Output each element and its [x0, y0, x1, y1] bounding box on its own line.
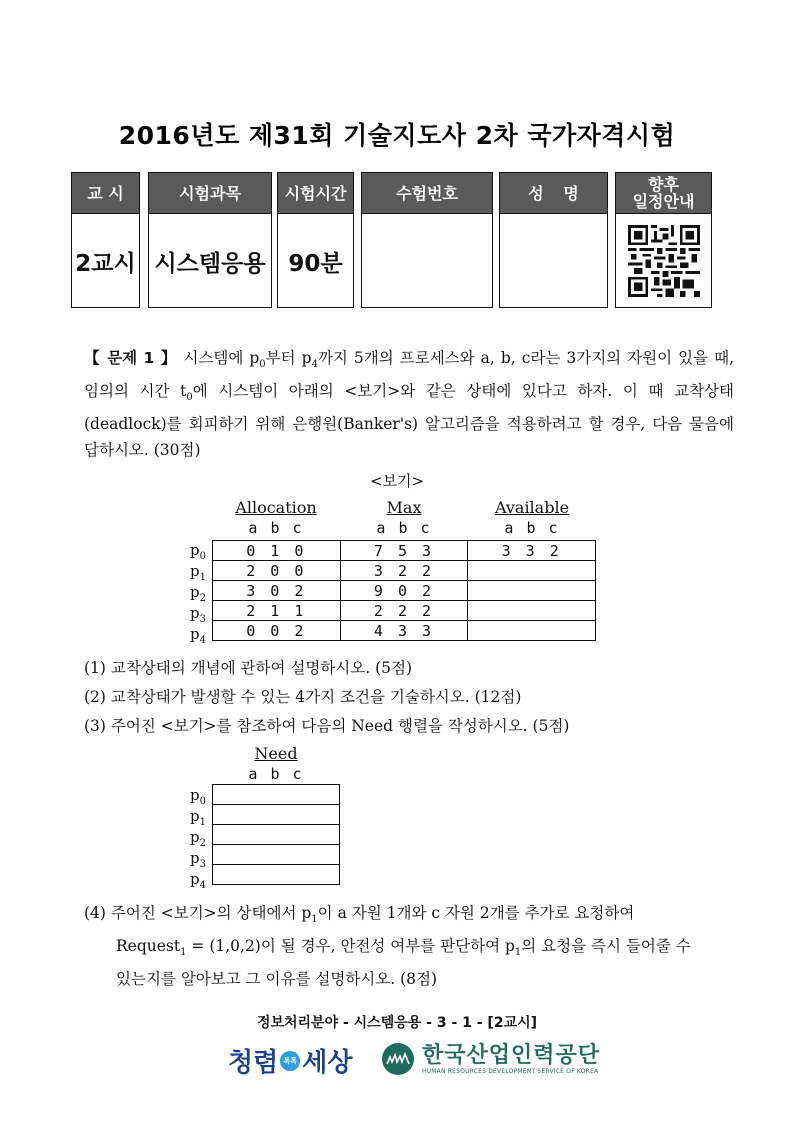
header-label-line2: 일정안내	[632, 192, 695, 211]
bankers-table	[212, 540, 596, 641]
header-label: 시험시간	[278, 173, 353, 214]
max-cell: 2 2 2	[340, 601, 468, 621]
problem-statement	[84, 345, 734, 463]
allocation-cell: 0 1 0	[213, 541, 341, 561]
header-label: 성 명	[500, 173, 607, 214]
process-label: $p_2$	[190, 583, 206, 604]
column-header-available: Available	[494, 498, 570, 517]
qr-code-icon[interactable]	[628, 225, 700, 297]
available-cell	[468, 601, 596, 621]
column-header-allocation: Allocation	[235, 498, 317, 517]
allocation-cell: 2 1 1	[213, 601, 341, 621]
available-cell: 3 3 2	[468, 541, 596, 561]
column-header-need: Need	[254, 744, 298, 763]
question-4: (4) 주어진 <보기>의 상태에서 $p_1$이 a 자원 1개와 c 자원 2개를 추가로 요청하여 Request$_1$ = (1,0,2)이 될 경우, 안전성 여부를 판단하여 $p_1$의 요청을 즉시 들어줄 수 있는지를 알아보고 그 이유를 설명하시오. (8점)	[84, 904, 691, 989]
header-label	[616, 173, 711, 214]
problem-text-1: 시스템에 p	[183, 349, 260, 367]
process-label: $p_4$	[190, 625, 206, 646]
table-row	[213, 581, 596, 601]
header-box-time	[277, 172, 354, 308]
process-label: $p_4$	[190, 870, 206, 891]
process-label: $p_1$	[190, 807, 206, 828]
max-cell: 9 0 2	[340, 581, 468, 601]
header-label: 교 시	[72, 173, 139, 214]
process-label: $p_2$	[190, 828, 206, 849]
process-label: $p_1$	[190, 562, 206, 583]
problem-text-4: 에 시스템이 아래의 <보기>와 같은 상태에 있다고 하자. 이 때 교착상태(deadlock)를 회피하기 위해 은행원(Banker's) 알고리즘을 적용하려고 할 경우, 다음 물음에 답하시오. (30점)	[84, 382, 734, 460]
table-row	[213, 825, 340, 845]
table-row	[213, 845, 340, 865]
clean-world-logo: 청렴 톡톡 세상	[228, 1048, 353, 1078]
header-box-period	[71, 172, 140, 308]
problem-number: 【 문제 1 】	[84, 349, 178, 367]
need-cell[interactable]	[213, 845, 340, 865]
question-2: (2) 교착상태가 발생할 수 있는 4가지 조건을 기술하시오. (12점)	[84, 688, 522, 706]
subscript: 0	[259, 359, 266, 371]
header-value: 90분	[288, 250, 343, 277]
table-row	[213, 621, 596, 641]
question-1: (1) 교착상태의 개념에 관하여 설명하시오. (5점)	[84, 659, 413, 677]
question-3: (3) 주어진 <보기>를 참조하여 다음의 Need 행렬을 작성하시오. (5점)	[84, 717, 570, 735]
process-label: $p_0$	[190, 541, 206, 562]
available-cell	[468, 621, 596, 641]
hrdk-logo	[382, 1043, 600, 1075]
allocation-cell: 0 0 2	[213, 621, 341, 641]
table-row	[213, 561, 596, 581]
need-table	[212, 784, 340, 885]
badge-icon: 톡톡	[280, 1051, 300, 1071]
bogi-label: <보기>	[369, 472, 425, 490]
available-cell	[468, 561, 596, 581]
need-cell[interactable]	[213, 785, 340, 805]
header-box-schedule	[615, 172, 712, 308]
table-row	[213, 865, 340, 885]
header-box-name	[499, 172, 608, 308]
subheader-abc: a b c	[248, 765, 304, 783]
available-cell	[468, 581, 596, 601]
table-row	[213, 541, 596, 561]
table-row	[213, 805, 340, 825]
need-cell[interactable]	[213, 865, 340, 885]
max-cell: 3 2 2	[340, 561, 468, 581]
process-label: $p_3$	[190, 849, 206, 870]
max-cell: 4 3 3	[340, 621, 468, 641]
header-box-exam-number	[361, 172, 493, 308]
page-footer: 정보처리분야 - 시스템응용 - 3 - 1 - [2교시]	[256, 1015, 538, 1031]
header-label: 수험번호	[362, 173, 492, 214]
subheader-abc: a b c	[248, 519, 304, 537]
problem-text-3: 까지 5개의 프로세스와 a, b, c라는 3가지의 자원이 있을 때, 임의의 시간 t	[84, 349, 734, 401]
table-row	[213, 601, 596, 621]
page-title: 2016년도 제31회 기술지도사 2차 국가자격시험	[118, 121, 676, 150]
header-label: 시험과목	[149, 173, 271, 214]
allocation-cell: 2 0 0	[213, 561, 341, 581]
need-cell[interactable]	[213, 805, 340, 825]
header-box-subject	[148, 172, 272, 308]
name-field[interactable]	[500, 214, 607, 308]
need-cell[interactable]	[213, 825, 340, 845]
subscript: 0	[186, 392, 193, 404]
exam-number-field[interactable]	[362, 214, 492, 308]
hrdk-name-english: HUMAN RESOURCES DEVELOPMENT SERVICE OF KOREA	[422, 1067, 599, 1075]
column-header-max: Max	[386, 498, 422, 517]
subheader-abc: a b c	[376, 519, 432, 537]
table-row	[213, 785, 340, 805]
allocation-cell: 3 0 2	[213, 581, 341, 601]
hrdk-emblem-icon	[382, 1043, 414, 1075]
subscript: 4	[311, 359, 318, 371]
subheader-abc: a b c	[504, 519, 560, 537]
header-label-line1: 향후	[648, 175, 679, 194]
hrdk-name-korean: 한국산업인력공단	[422, 1042, 601, 1068]
process-label: $p_0$	[190, 786, 206, 807]
header-value: 2교시	[75, 250, 136, 277]
problem-text-2: 부터 p	[265, 349, 312, 367]
max-cell: 7 5 3	[340, 541, 468, 561]
process-label: $p_3$	[190, 604, 206, 625]
header-value: 시스템응용	[154, 250, 266, 277]
